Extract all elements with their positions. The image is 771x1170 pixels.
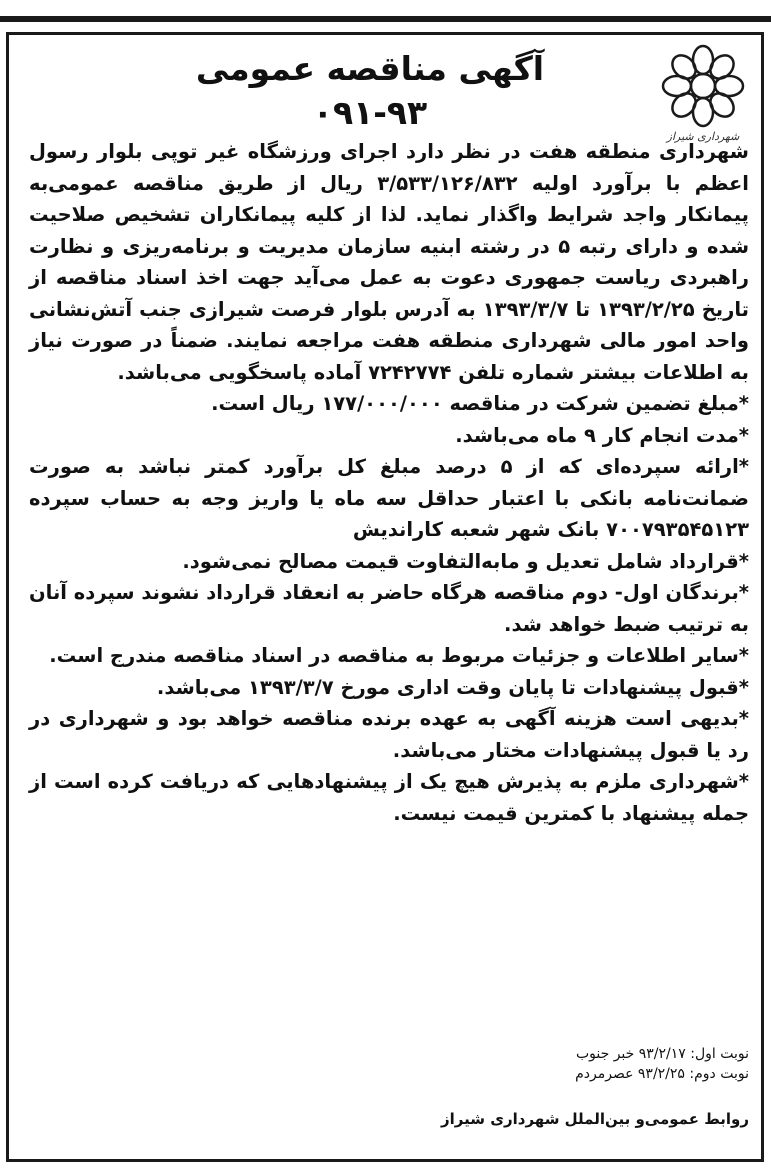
intro-paragraph: شهرداری منطقه هفت در نظر دارد اجرای ورزشگاه غیر توپی بلوار رسول اعظم با برآورد اولیه ۳/۵۳۳/۱۲۶/۸۳۲ ریال از طریق مناقصه عمومی‌به پیمانکار واجد شرایط واگذار نماید. لذا از کلیه پیمانکاران تشخیص صلاحیت شده و دارای رتبه ۵ در رشته ابنیه سازمان مدیریت و برنامه‌ریزی و نظارت راهبردی ریاست جمهوری دعوت به عمل می‌آید جهت اخذ اسناد مناقصه از تاریخ ۱۳۹۳/۲/۲۵ تا ۱۳۹۳/۳/۷ به آدرس بلوار فرصت شیرازی جنب آتش‌نشانی واحد امور مالی شهرداری منطقه هفت مراجعه نمایند. ضمناً در صورت نیاز به اطلاعات بیشتر شماره تلفن ۷۲۴۲۷۷۴ آماده پاسخگویی می‌باشد. — [29, 140, 749, 384]
notice-body — [29, 136, 749, 829]
flower-emblem-icon — [653, 44, 753, 130]
condition-price-adjustment: *قرارداد شامل تعدیل و مابه‌التفاوت قیمت مصالح نمی‌شود. — [182, 549, 749, 573]
publisher-signature: روابط عمومی‌و بین‌الملل شهرداری شیراز — [441, 1110, 749, 1128]
second-publication: نوبت دوم: ۹۳/۲/۲۵ عصرمردم — [575, 1066, 749, 1082]
condition-ad-cost: *بدیهی است هزینه آگهی به عهده برنده مناقصه خواهد بود و شهرداری در رد یا قبول پیشنهادات مختار می‌باشد. — [29, 707, 749, 762]
condition-documents: *سایر اطلاعات و جزئیات مربوط به مناقصه در اسناد مناقصه مندرج است. — [49, 644, 749, 667]
condition-guarantee: *مبلغ تضمین شرکت در مناقصه ۱۷۷/۰۰۰/۰۰۰ ریال است. — [211, 392, 749, 415]
logo-caption: شهرداری شیراز — [666, 130, 740, 143]
top-rule — [0, 16, 771, 22]
condition-deadline: *قبول پیشنهادات تا پایان وقت اداری مورخ ۱۳۹۳/۳/۷ می‌باشد. — [156, 675, 749, 699]
condition-duration: *مدت انجام کار ۹ ماه می‌باشد. — [455, 423, 749, 447]
condition-winners: *برندگان اول- دوم مناقصه هرگاه حاضر به انعقاد قرارداد نشوند سپرده آنان به ترتیب ضبط خواهد شد. — [29, 581, 749, 636]
condition-no-obligation: *شهرداری ملزم به پذیرش هیچ یک از پیشنهادهایی که دریافت کرده است از جمله پیشنهاد با کمترین قیمت نیست. — [29, 770, 749, 825]
condition-deposit: *ارائه سپرده‌ای که از ۵ درصد مبلغ کل برآورد کمتر نباشد به صورت ضمانت‌نامه بانکی با اعتبار حداقل سه ماه یا واریز وجه به حساب سپرده ۷۰۰۷۹۳۵۴۵۱۲۳ بانک شهر شعبه کاراندیش — [29, 455, 749, 541]
publication-notices — [29, 1044, 749, 1084]
notice-title: آگهی مناقصه عمومی — [195, 49, 545, 88]
first-publication: نوبت اول: ۹۳/۲/۱۷ خبر جنوب — [575, 1046, 749, 1062]
tender-number: ۰۹۱-۹۳ — [312, 93, 428, 132]
